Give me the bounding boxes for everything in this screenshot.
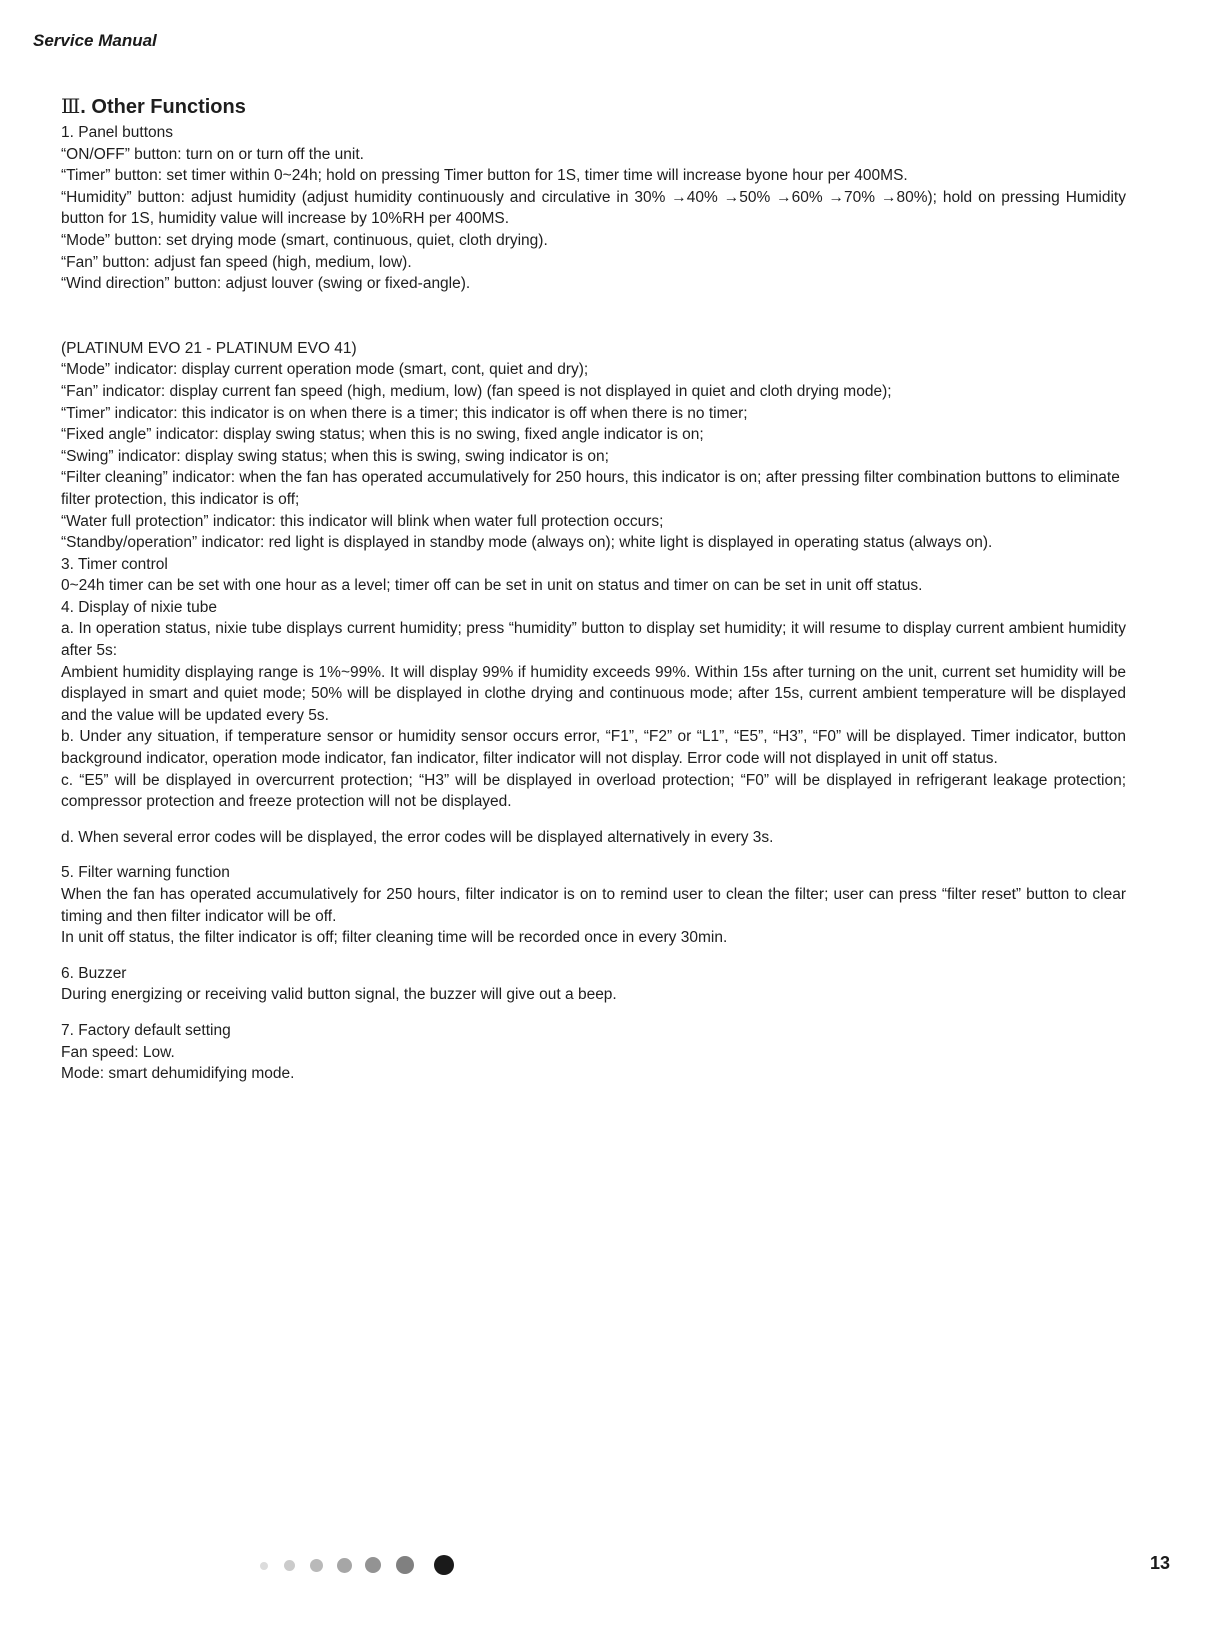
section-heading bbox=[61, 93, 1126, 120]
factory-default-section bbox=[61, 1020, 1126, 1085]
indicator-fixed-angle: “Fixed angle” indicator: display swing status; when this is no swing, fixed angle indicator is on; bbox=[61, 426, 704, 444]
indicators-heading: (PLATINUM EVO 21 - PLATINUM EVO 41) bbox=[61, 339, 357, 357]
timer-control-text: 0~24h timer can be set with one hour as a level; timer off can be set in unit on status and timer on can be set in unit off status. bbox=[61, 577, 923, 595]
progress-dot bbox=[310, 1559, 323, 1572]
indicator-standby-operation: “Standby/operation” indicator: red light is displayed in standby mode (always on); white light is displayed in operating status (always on). bbox=[61, 534, 993, 552]
panel-buttons-fan: “Fan” button: adjust fan speed (high, medium, low). bbox=[61, 253, 412, 271]
panel-buttons-mode: “Mode” button: set drying mode (smart, continuous, quiet, cloth drying). bbox=[61, 231, 548, 249]
timer-control-heading: 3. Timer control bbox=[61, 555, 168, 573]
nixie-tube-para-range: Ambient humidity displaying range is 1%~99%. It will display 99% if humidity exceeds 99%. Within 15s after turning on the unit, current set humidity will be displayed in smart and quiet mode; 50% will be displayed in clothe drying and continuous mode; after 15s, current ambient temperature will be displayed and the value will be updated every 5s. bbox=[61, 663, 1126, 724]
filter-warning-para-2: In unit off status, the filter indicator is off; filter cleaning time will be recorded once in every 30min. bbox=[61, 929, 728, 947]
progress-dot bbox=[284, 1560, 295, 1571]
filter-warning-section bbox=[61, 862, 1126, 948]
panel-buttons-wind-direction: “Wind direction” button: adjust louver (swing or fixed-angle). bbox=[61, 275, 471, 293]
buzzer-heading: 6. Buzzer bbox=[61, 964, 127, 982]
factory-default-mode: Mode: smart dehumidifying mode. bbox=[61, 1065, 295, 1083]
timer-control-section bbox=[61, 554, 1126, 597]
factory-default-heading: 7. Factory default setting bbox=[61, 1021, 231, 1039]
section-title: . Other Functions bbox=[80, 96, 246, 118]
indicator-water-full: “Water full protection” indicator: this indicator will blink when water full protection occurs; bbox=[61, 512, 664, 530]
panel-buttons-humidity: “Humidity” button: adjust humidity (adjust humidity continuously and circulative in 30% →40% →50% →60% →70% →80%); hold on pressing Humidity button for 1S, humidity value will increase by 10%RH per 400MS. bbox=[61, 188, 1126, 228]
section-roman-numeral: Ⅲ bbox=[61, 94, 81, 118]
page-content bbox=[61, 93, 1126, 1085]
nixie-tube-para-a: a. In operation status, nixie tube displays current humidity; press “humidity” button to display set humidity; it will resume to display current ambient humidity after 5s: bbox=[61, 620, 1126, 660]
nixie-tube-section bbox=[61, 597, 1126, 849]
filter-warning-para-1: When the fan has operated accumulatively for 250 hours, filter indicator is on to remind user to clean the filter; user can press “filter reset” button to clear timing and then filter indicator will be off. bbox=[61, 886, 1126, 925]
panel-buttons-onoff: “ON/OFF” button: turn on or turn off the unit. bbox=[61, 145, 364, 163]
progress-dot bbox=[396, 1556, 414, 1574]
page-number: 13 bbox=[1150, 1553, 1171, 1573]
indicator-swing: “Swing” indicator: display swing status; when this is swing, swing indicator is on; bbox=[61, 447, 609, 465]
nixie-tube-para-d: d. When several error codes will be displayed, the error codes will be displayed alternatively in every 3s. bbox=[61, 828, 774, 846]
progress-dot bbox=[260, 1562, 268, 1570]
panel-buttons-heading: 1. Panel buttons bbox=[61, 124, 174, 141]
progress-dot bbox=[434, 1555, 454, 1575]
progress-dot bbox=[337, 1558, 352, 1573]
panel-buttons-timer: “Timer” button: set timer within 0~24h; hold on pressing Timer button for 1S, timer time will increase byone hour per 400MS. bbox=[61, 167, 908, 185]
nixie-tube-para-b: b. Under any situation, if temperature sensor or humidity sensor occurs error, “F1”, “F2” or “L1”, “E5”, “H3”, “F0” will be displayed. Timer indicator, button background indicator, operation mode indicator, fan indicator, filter indicator will not display. Error code will not displayed in unit off status. bbox=[61, 728, 1126, 768]
nixie-tube-heading: 4. Display of nixie tube bbox=[61, 598, 217, 616]
buzzer-section bbox=[61, 963, 1126, 1006]
header-title: Service Manual bbox=[33, 31, 157, 50]
panel-buttons-section bbox=[61, 122, 1126, 295]
indicator-fan: “Fan” indicator: display current fan speed (high, medium, low) (fan speed is not displayed in quiet and cloth drying mode); bbox=[61, 382, 892, 400]
filter-warning-heading: 5. Filter warning function bbox=[61, 864, 230, 882]
indicator-mode: “Mode” indicator: display current operation mode (smart, cont, quiet and dry); bbox=[61, 361, 589, 379]
progress-dot bbox=[365, 1557, 381, 1573]
indicators-section bbox=[61, 338, 1126, 554]
indicator-filter-cleaning: “Filter cleaning” indicator: when the fan has operated accumulatively for 250 hours, this indicator is on; after pressing filter combination buttons to eliminate filter protection, this indicator is off; bbox=[61, 469, 1120, 508]
indicator-timer: “Timer” indicator: this indicator is on when there is a timer; this indicator is off when there is no timer; bbox=[61, 404, 748, 422]
factory-default-fan-speed: Fan speed: Low. bbox=[61, 1043, 175, 1061]
buzzer-text: During energizing or receiving valid button signal, the buzzer will give out a beep. bbox=[61, 986, 617, 1004]
nixie-tube-para-c: c. “E5” will be displayed in overcurrent protection; “H3” will be displayed in overload protection; “F0” will be displayed in refrigerant leakage protection; compressor protection and freeze protection will not be displayed. bbox=[61, 771, 1126, 811]
